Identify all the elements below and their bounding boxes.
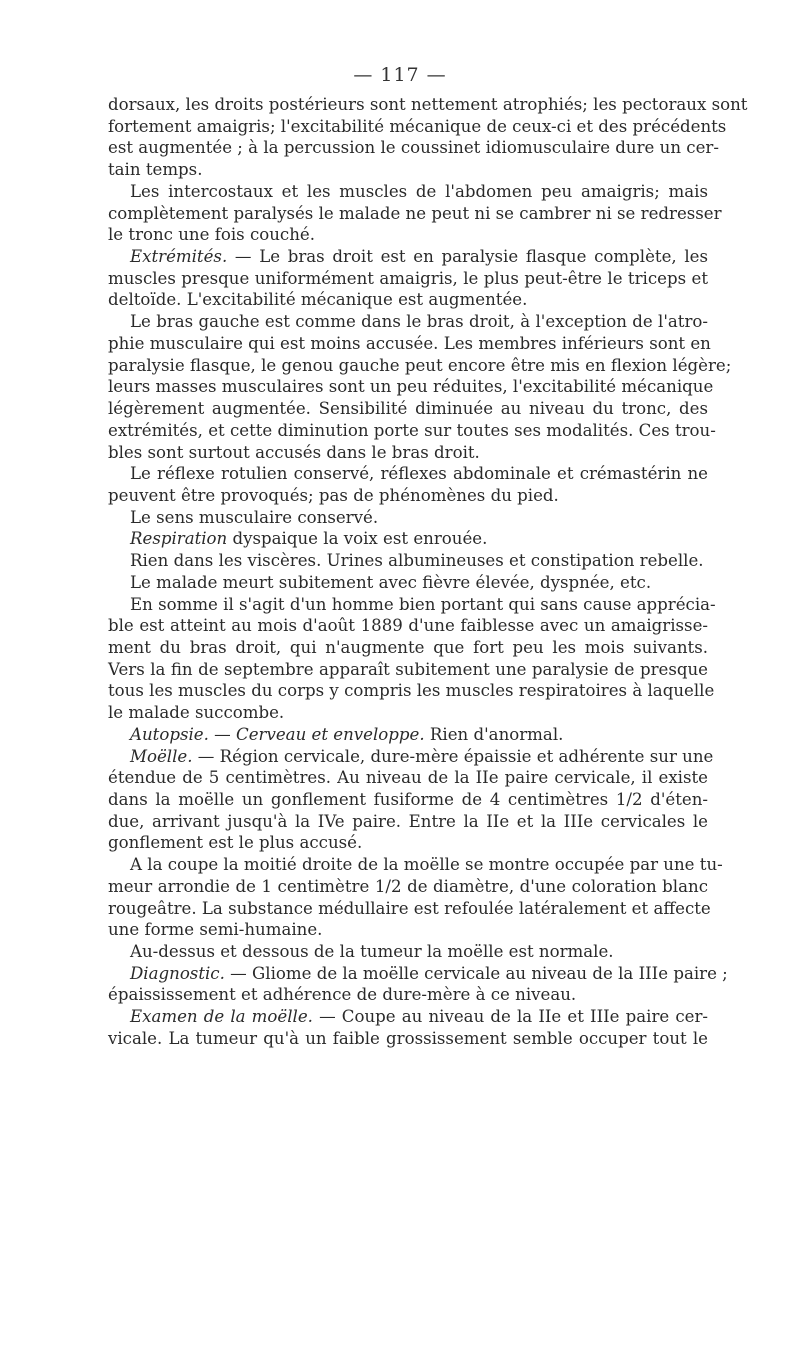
text-line: Le réflexe rotulien conservé, réflexes abdominale et crémastérin ne xyxy=(130,464,708,484)
text-line xyxy=(108,246,708,268)
heading-extremites: Extrémités. xyxy=(130,247,228,267)
text-line: extrémités, et cette diminution porte sur toutes ses modalités. Ces trou- xyxy=(108,420,716,440)
text-line: le tronc une fois couché. xyxy=(108,225,315,245)
text-line: Rien dans les viscères. Urines albumineuses et constipation rebelle. xyxy=(130,551,704,571)
text-line: phie musculaire qui est moins accusée. Les membres inférieurs sont en xyxy=(108,333,711,353)
text-line-content: — Gliome de la moëlle cervicale au niveau de la IIIe paire ; xyxy=(230,963,728,983)
text-line: Les intercostaux et les muscles de l'abdomen peu amaigris; mais xyxy=(130,181,708,201)
text-line-content: — Le bras droit est en paralysie flasque complète, les xyxy=(234,247,708,267)
text-line-content: — Région cervicale, dure-mère épaissie et adhérente sur une xyxy=(197,746,714,766)
text-line: leurs masses musculaires sont un peu réduites, l'excitabilité mécanique xyxy=(108,377,714,397)
text-line xyxy=(108,724,708,746)
text-line xyxy=(108,963,728,985)
body-text xyxy=(108,94,748,1050)
text-line: Le sens musculaire conservé. xyxy=(130,507,379,527)
text-line xyxy=(108,528,708,550)
text-line-content: — Cerveau et enveloppe. Rien d'anormal. xyxy=(214,724,564,744)
text-line: due, arrivant jusqu'à la IVe paire. Entre la IIe et la IIIe cervicales le xyxy=(108,811,708,831)
text-line: deltoïde. L'excitabilité mécanique est augmentée. xyxy=(108,290,528,310)
text-line: Le malade meurt subitement avec fièvre élevée, dyspnée, etc. xyxy=(130,572,652,592)
text-line: dans la moëlle un gonflement fusiforme de 4 centimètres 1/2 d'éten- xyxy=(108,790,708,809)
heading-respiration: Respiration xyxy=(130,529,228,549)
text-line: Le bras gauche est comme dans le bras droit, à l'exception de l'atro- xyxy=(130,312,708,332)
text-line: complètement paralysés le malade ne peut ni se cambrer ni se redresser xyxy=(108,203,722,223)
text-line-content: — Coupe au niveau de la IIe et IIIe paire cer- xyxy=(319,1007,709,1027)
text-line: rougeâtre. La substance médullaire est refoulée latéralement et affecte xyxy=(108,898,711,918)
text-line: étendue de 5 centimètres. Au niveau de la IIe paire cervicale, il existe xyxy=(108,768,708,788)
text-line: est augmentée ; à la percussion le coussinet idiomusculaire dure un cer- xyxy=(108,138,719,158)
text-line: muscles presque uniformément amaigris, le plus peut-être le triceps et xyxy=(108,268,708,288)
text-line: tous les muscles du corps y compris les muscles respiratoires à laquelle xyxy=(108,681,715,701)
heading-examen: Examen de la moëlle. xyxy=(130,1007,313,1027)
text-line: une forme semi-humaine. xyxy=(108,920,323,940)
text-line: paralysie flasque, le genou gauche peut encore être mis en flexion légère; xyxy=(108,355,732,375)
text-line xyxy=(108,746,714,768)
text-line: A la coupe la moitié droite de la moëlle se montre occupée par une tu- xyxy=(130,855,723,875)
text-line: En somme il s'agit d'un homme bien portant qui sans cause apprécia- xyxy=(130,594,716,614)
text-line: légèrement augmentée. Sensibilité diminuée au niveau du tronc, des xyxy=(108,399,708,419)
text-line: meur arrondie de 1 centimètre 1/2 de diamètre, d'une coloration blanc xyxy=(108,876,708,896)
heading-moelle: Moëlle. xyxy=(130,746,193,766)
text-line: fortement amaigris; l'excitabilité mécanique de ceux-ci et des précédents xyxy=(108,116,727,136)
text-line: bles sont surtout accusés dans le bras droit. xyxy=(108,442,480,462)
text-line: le malade succombe. xyxy=(108,703,285,723)
text-line: épaississement et adhérence de dure-mère à ce niveau. xyxy=(108,985,577,1005)
page-number: — 117 — xyxy=(353,64,447,86)
text-line: dorsaux, les droits postérieurs sont nettement atrophiés; les pectoraux sont xyxy=(108,95,748,114)
heading-diagnostic: Diagnostic. xyxy=(130,963,225,983)
text-line: ble est atteint au mois d'août 1889 d'une faiblesse avec un amaigrisse- xyxy=(108,616,708,636)
text-line xyxy=(108,1006,708,1028)
heading-cerveau: Cerveau et enveloppe. xyxy=(236,724,425,744)
text-line: Vers la fin de septembre apparaît subitement une paralysie de presque xyxy=(108,659,708,679)
text-line: tain temps. xyxy=(108,160,203,180)
heading-autopsie: Autopsie. xyxy=(130,724,209,744)
text-line: gonflement est le plus accusé. xyxy=(108,833,363,853)
text-line: Au-dessus et dessous de la tumeur la moëlle est normale. xyxy=(130,942,614,962)
text-line: peuvent être provoqués; pas de phénomènes du pied. xyxy=(108,485,559,505)
text-line: vicale. La tumeur qu'à un faible grossissement semble occuper tout le xyxy=(108,1028,708,1048)
text-line: ment du bras droit, qui n'augmente que fort peu les mois suivants. xyxy=(108,637,708,657)
text-line-content: dyspaique la voix est enrouée. xyxy=(232,529,488,549)
